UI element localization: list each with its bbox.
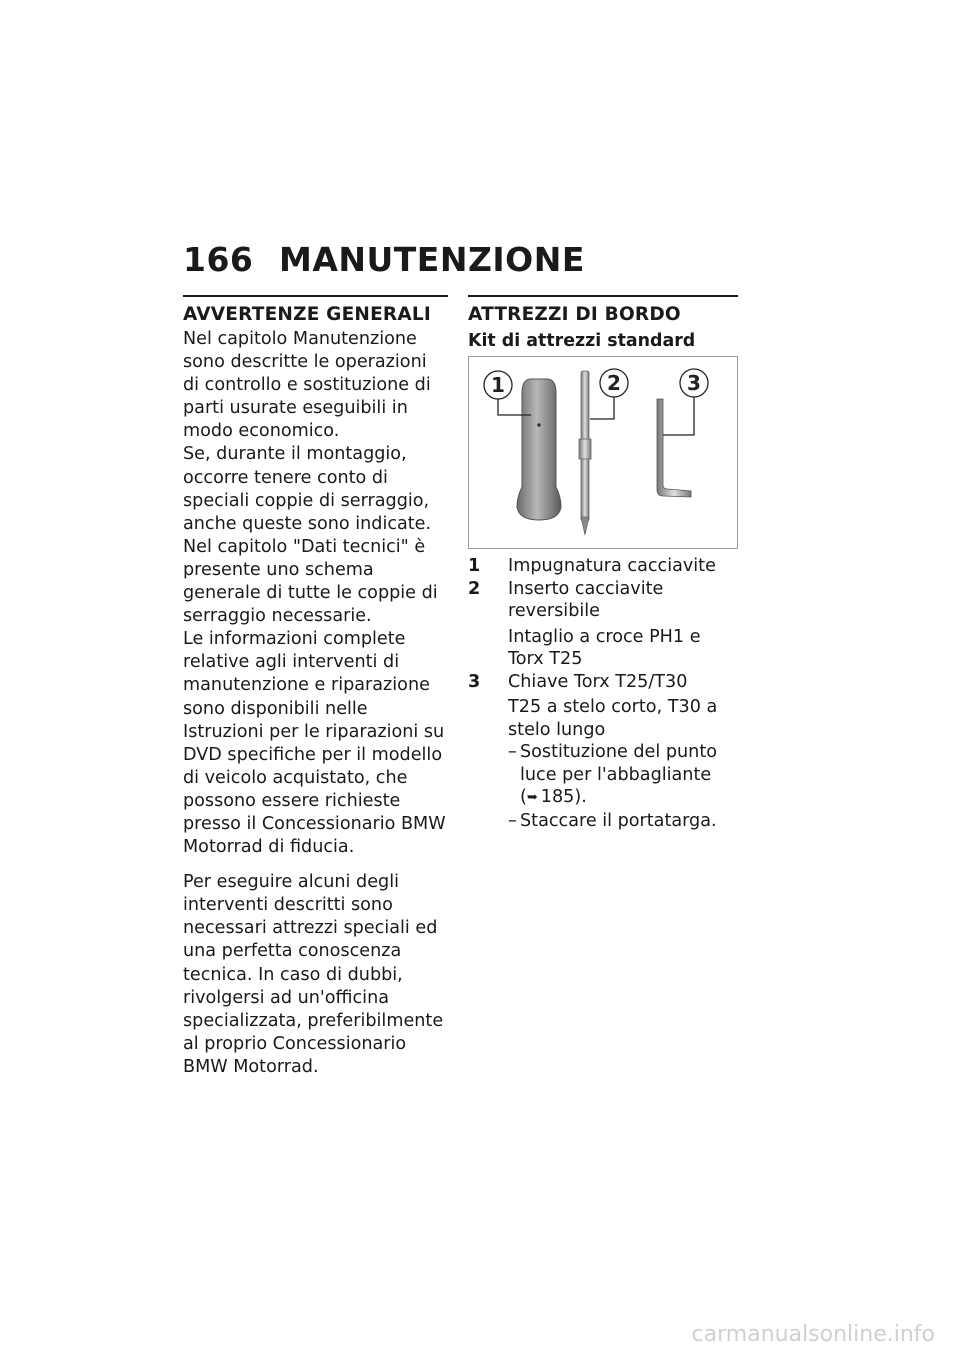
page-number: 166: [183, 240, 254, 279]
legend-subtext: Intaglio a croce PH1 e Torx T25: [508, 626, 701, 669]
toolkit-illustration: [469, 357, 737, 548]
page-header: [183, 240, 585, 279]
legend-item: [468, 671, 738, 742]
paragraph: Nel capitolo Manutenzione sono descritte le operazioni di controllo e sostituzione di parti usurate eseguibili in modo economico.: [183, 329, 431, 442]
dash-list-item: – Sostituzione del punto luce per l'abbagliante (➥ 185).: [508, 741, 738, 810]
page-reference-link[interactable]: 185: [540, 787, 575, 807]
legend-number: 1: [468, 556, 481, 576]
right-column: [468, 295, 738, 832]
legend-number: 2: [468, 578, 481, 599]
figure-legend: [468, 555, 738, 741]
legend-text: Chiave Torx T25/T30: [508, 671, 688, 692]
figure-label-1: 1: [491, 373, 505, 397]
left-column: [183, 295, 448, 1079]
section-title-onboard-tools: ATTREZZI DI BORDO: [468, 304, 681, 325]
subheading-standard-kit: Kit di attrezzi standard: [468, 331, 696, 351]
legend-text: Inserto cacciavite reversibile: [508, 578, 664, 621]
paragraph: Se, durante il montaggio, occorre tenere conto di speciali coppie di serraggio, anche queste sono indicate. Nel capitolo "Dati tecnici" è presente uno schema generale di tutte le coppie di serraggio necessarie.: [183, 444, 438, 627]
dash-item-text: Sostituzione del punto luce per l'abbagliante: [520, 742, 717, 785]
paragraph: Per eseguire alcuni degli interventi descritti sono necessari attrezzi speciali ed una perfetta conoscenza tecnica. In caso di dubbi, rivolgersi ad un'officina specializzata, preferibilmente al proprio Concessionario BMW Motorrad.: [183, 872, 444, 1077]
dash-list-item: – Staccare il portatarga.: [508, 810, 717, 831]
section-rule: [468, 295, 738, 297]
watermark: carmanualsonline.info: [691, 1322, 935, 1347]
screwdriver-handle-shape: [517, 379, 561, 520]
legend-subtext: T25 a stelo corto, T30 a stelo lungo: [508, 697, 718, 740]
toolkit-figure: [468, 356, 738, 549]
legend-item: [468, 555, 738, 578]
dash-item-text: Staccare il portatarga.: [520, 810, 717, 831]
page-title: MANUTENZIONE: [279, 240, 585, 279]
section-rule: [183, 295, 448, 297]
torx-key-shape: [657, 399, 691, 497]
page-reference-arrow-icon: ➥: [526, 790, 538, 805]
legend-number: 3: [468, 671, 481, 692]
paragraph: Le informazioni complete relative agli interventi di manutenzione e riparazione sono disponibili nelle Istruzioni per le riparazioni su DVD specifiche per il modello di veicolo acquistato, che possono essere richieste presso il Concessionario BMW Motorrad di fiducia.: [183, 629, 446, 858]
figure-label-3: 3: [687, 371, 701, 395]
legend-text: Impugnatura cacciavite: [508, 556, 716, 576]
section-title-general-warnings: AVVERTENZE GENERALI: [183, 304, 431, 325]
figure-label-2: 2: [607, 371, 621, 395]
legend-item: [468, 578, 738, 671]
